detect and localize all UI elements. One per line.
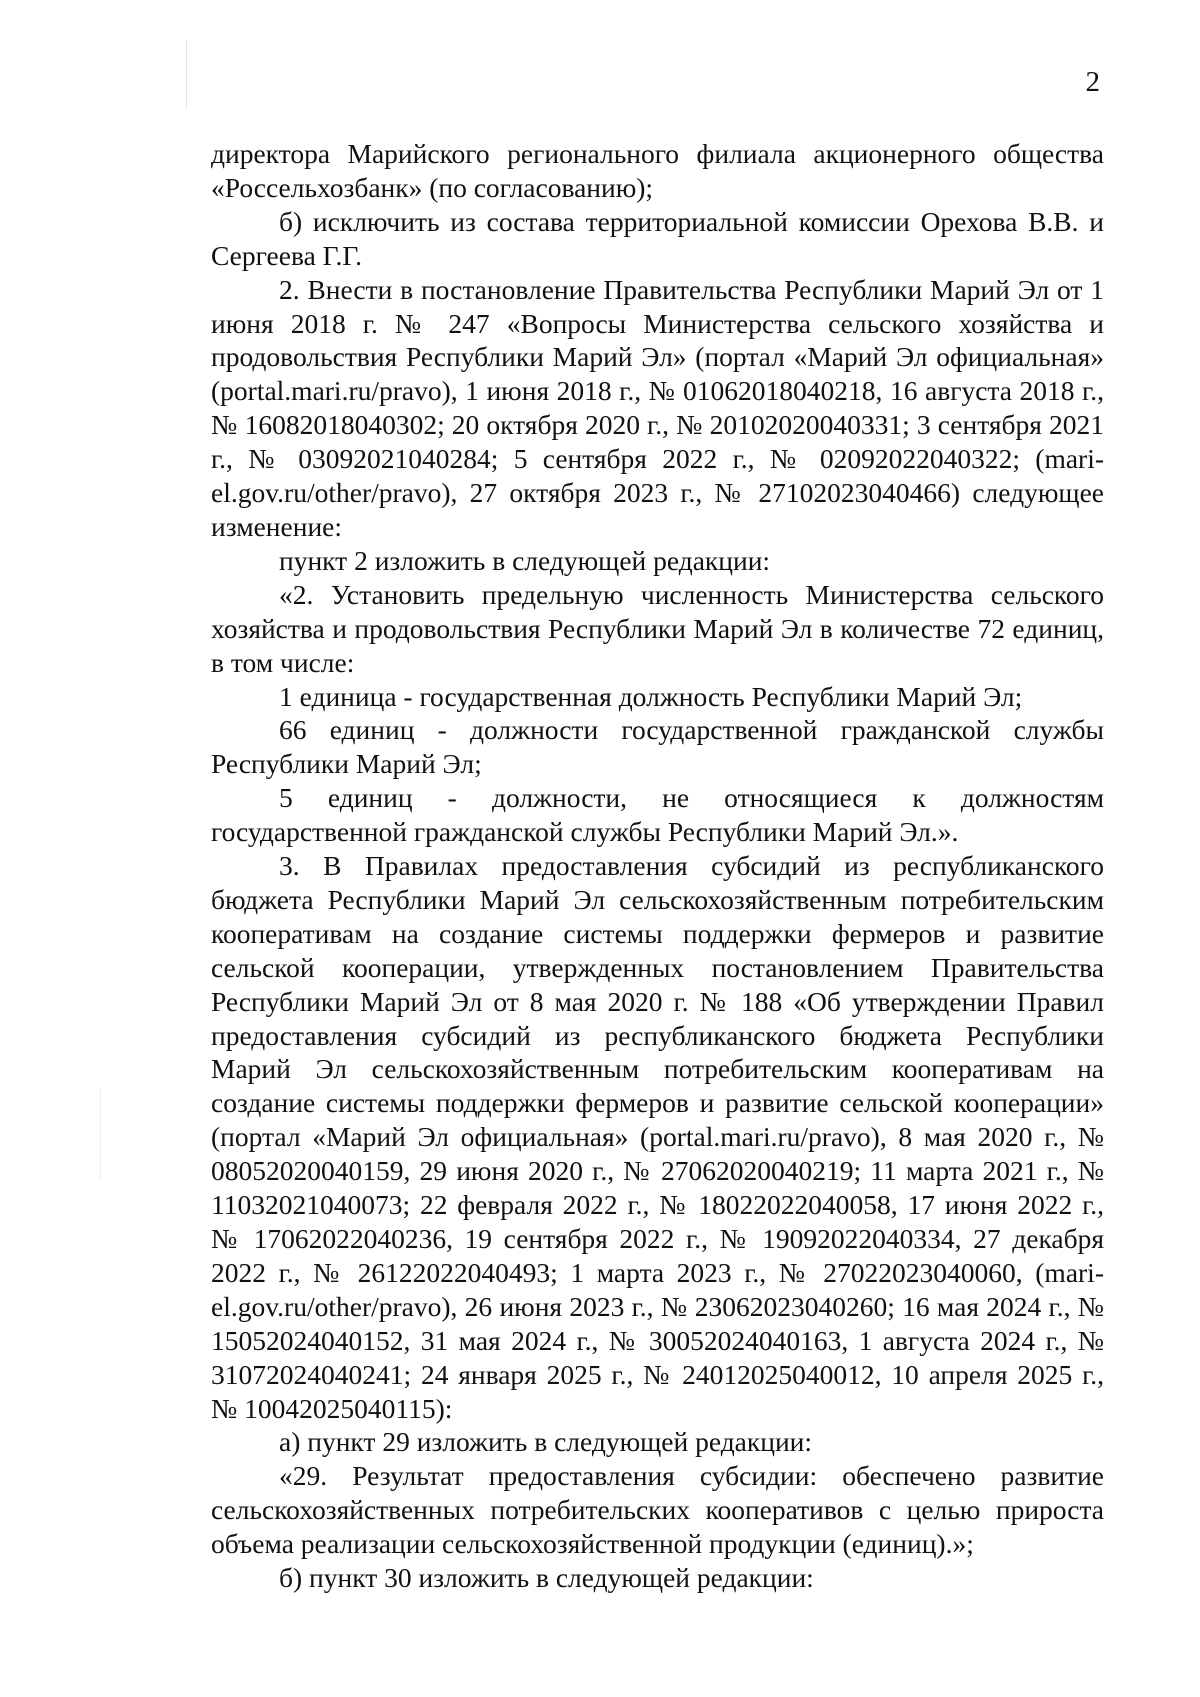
paragraph-item-2-wording: пункт 2 изложить в следующей редакции:	[279, 544, 771, 576]
paragraph-item-a-point-29: а) пункт 29 изложить в следующей редакции:	[279, 1426, 813, 1458]
paragraph-item-3-subsidy-rules: 3. В Правилах предоставления субсидий из республиканского бюджета Республики Марий Эл сельскохозяйственным потребительским кооперативам на создание системы поддержки фермеров и развитие сельской кооперации, утвержденных постановлением Правительства Республики Марий Эл от 8 мая 2020 г. № 188 «Об утверждении Правил предоставления субсидий из республиканского бюджета Республики Марий Эл сельскохозяйственным потребительским кооперативам на создание системы поддержки фермеров и развитие сельской кооперации» (портал «Марий Эл официальная» (portal.mari.ru/pravo), 8 мая 2020 г., № 08052020040159, 29 июня 2020 г., № 27062020040219; 11 марта 2021 г., № 11032021040073; 22 февраля 2022 г., № 18022022040058, 17 июня 2022 г., № 17062022040236, 19 сентября 2022 г., № 19092022040334, 27 декабря 2022 г., № 26122022040493; 1 марта 2023 г., № 27022023040060, (mari-el.gov.ru/other/pravo), 26 июня 2023 г., № 23062023040260; 16 мая 2024 г., № 15052024040152, 31 мая 2024 г., № 30052024040163, 1 августа 2024 г., № 31072024040241; 24 января 2025 г., № 24012025040012, 10 апреля 2025 г., № 10042025040115):	[211, 850, 1104, 1424]
paragraph-staff-state-position: 1 единица - государственная должность Республики Марий Эл;	[279, 680, 1023, 712]
paragraph-staff-non-civil: 5 единиц - должности, не относящиеся к должностям государственной гражданской службы Республики Марий Эл.».	[211, 782, 1104, 848]
paragraph-staff-civil-service: 66 единиц - должности государственной гражданской службы Республики Марий Эл;	[211, 714, 1104, 780]
scan-artifact-line	[186, 40, 187, 110]
paragraph-item-b-point-30: б) пункт 30 изложить в следующей редакции:	[279, 1562, 814, 1594]
paragraph-staff-limit: «2. Установить предельную численность Министерства сельского хозяйства и продовольствия Республики Марий Эл в количестве 72 единиц, в том числе:	[211, 578, 1104, 678]
paragraph-item-2-amend-resolution: 2. Внести в постановление Правительства Республики Марий Эл от 1 июня 2018 г. № 247 «Вопросы Министерства сельского хозяйства и продовольствия Республики Марий Эл» (портал «Марий Эл официальная» (portal.mari.ru/pravo), 1 июня 2018 г., № 01062018040218, 16 августа 2018 г., № 16082018040302; 20 октября 2020 г., № 20102020040331; 3 сентября 2021 г., № 03092021040284; 5 сентября 2022 г., № 02092022040322; (mari-el.gov.ru/other/pravo), 27 октября 2023 г., № 27102023040466) следующее изменение:	[211, 273, 1104, 542]
page-number: 2	[1085, 66, 1100, 98]
paragraph-exclude-members: б) исключить из состава территориальной комиссии Орехова В.В. и Сергеева Г.Г.	[211, 205, 1104, 271]
paragraph-director-continuation: директора Марийского регионального филиала акционерного общества «Россельхозбанк» (по согласованию);	[211, 138, 1104, 203]
paragraph-point-29-text: «29. Результат предоставления субсидии: обеспечено развитие сельскохозяйственных потребительских кооперативов с целью прироста объема реализации сельскохозяйственной продукции (единиц).»;	[211, 1460, 1104, 1560]
scan-artifact-line	[100, 1090, 101, 1180]
document-body	[211, 137, 1104, 1595]
